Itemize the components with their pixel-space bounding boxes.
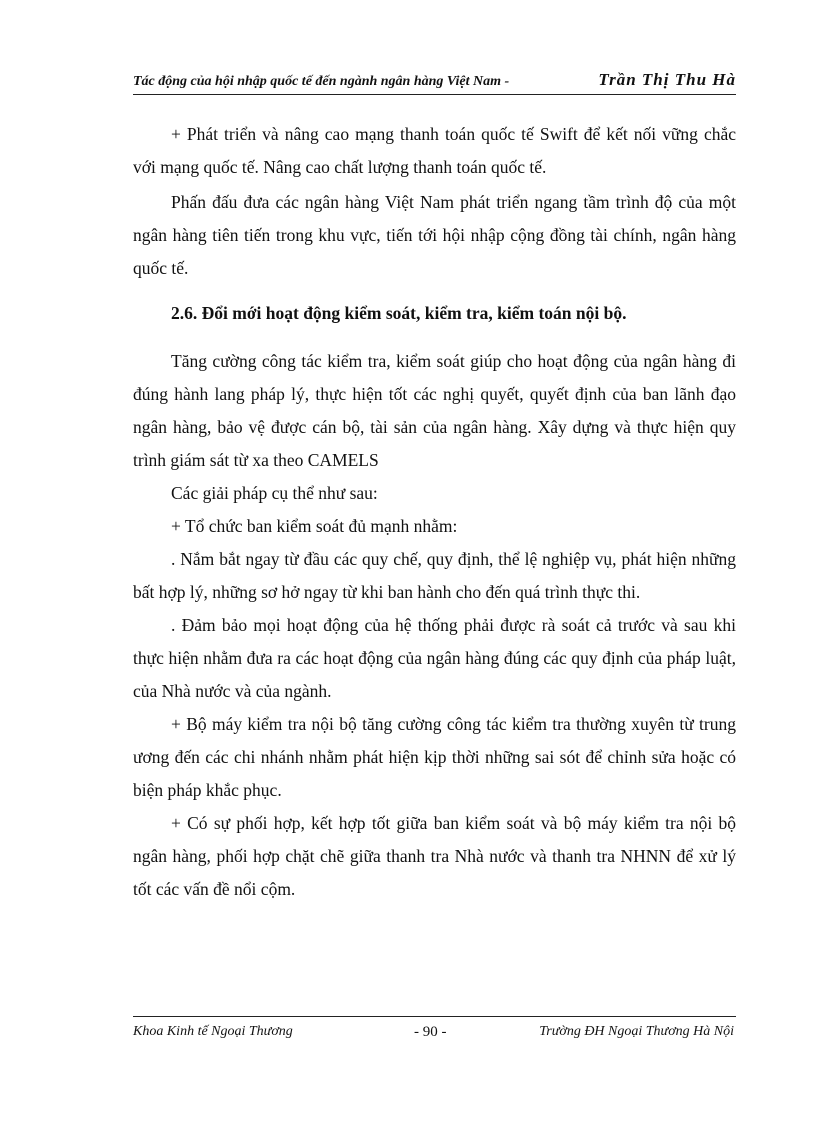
main-section — [133, 345, 736, 906]
footer-university: Trường ĐH Ngoại Thương Hà Nội — [539, 1024, 734, 1039]
paragraph-goal: Phấn đấu đưa các ngân hàng Việt Nam phát triển ngang tầm trình độ của một ngân hàng tiên tiến trong khu vực, tiến tới hội nhập cộng đồng tài chính, ngân hàng quốc tế. — [133, 192, 736, 278]
section-heading: 2.6. Đổi mới hoạt động kiểm soát, kiểm tra, kiểm toán nội bộ. — [171, 303, 627, 323]
page-number: - 90 - — [414, 1024, 447, 1040]
footer-faculty: Khoa Kinh tế Ngoại Thương — [133, 1024, 293, 1039]
paragraph-solutions-intro: Các giải pháp cụ thể như sau: — [171, 483, 378, 503]
footer-divider — [133, 1016, 736, 1017]
paragraph-regulations: . Nắm bắt ngay từ đầu các quy chế, quy định, thể lệ nghiệp vụ, phát hiện những bất hợp lý, những sơ hở ngay từ khi ban hành cho đến quá trình thực thi. — [133, 549, 736, 602]
paragraph-internal-audit: + Bộ máy kiểm tra nội bộ tăng cường công tác kiểm tra thường xuyên từ trung ương đến các chi nhánh nhằm phát hiện kịp thời những sai sót để chỉnh sửa hoặc có biện pháp khắc phục. — [133, 714, 736, 800]
paragraph-swift: + Phát triển và nâng cao mạng thanh toán quốc tế Swift để kết nối vững chắc với mạng quốc tế. Nâng cao chất lượng thanh toán quốc tế. — [133, 124, 736, 177]
paragraph-control-board: + Tổ chức ban kiểm soát đủ mạnh nhằm: — [171, 516, 458, 536]
intro-section — [133, 118, 736, 285]
header-divider — [133, 94, 736, 95]
header-author: Trần Thị Thu Hà — [598, 70, 736, 89]
header-title: Tác động của hội nhập quốc tế đến ngành ngân hàng Việt Nam - — [133, 74, 510, 89]
paragraph-review: . Đảm bảo mọi hoạt động của hệ thống phải được rà soát cả trước và sau khi thực hiện nhằm đưa ra các hoạt động của ngân hàng đúng các quy định của pháp luật, của Nhà nước và của ngành. — [133, 615, 736, 701]
paragraph-coordination: + Có sự phối hợp, kết hợp tốt giữa ban kiểm soát và bộ máy kiểm tra nội bộ ngân hàng, phối hợp chặt chẽ giữa thanh tra Nhà nước và thanh tra NHNN để xử lý tốt các vấn đề nổi cộm. — [133, 813, 736, 899]
paragraph-strengthen: Tăng cường công tác kiểm tra, kiểm soát giúp cho hoạt động của ngân hàng đi đúng hành lang pháp lý, thực hiện tốt các nghị quyết, quyết định của ban lãnh đạo ngân hàng, bảo vệ được cán bộ, tài sản của ngân hàng. Xây dựng và thực hiện quy trình giám sát từ xa theo CAMELS — [133, 351, 736, 470]
